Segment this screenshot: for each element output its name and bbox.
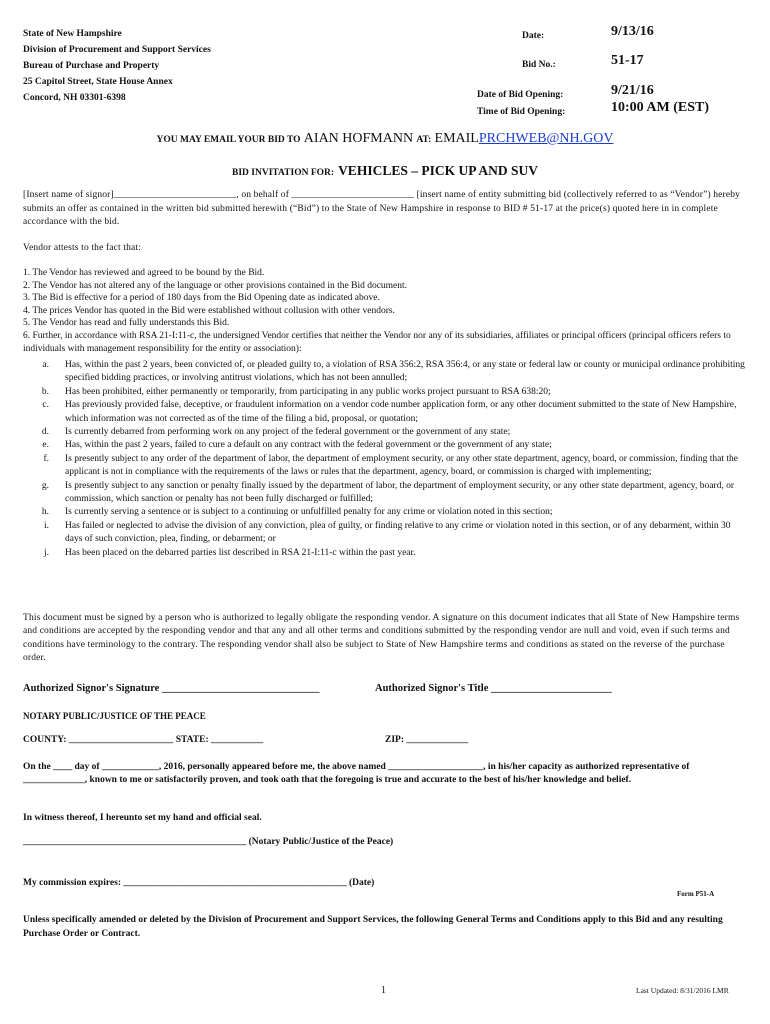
- sublist-item: [23, 480, 747, 507]
- email-at: AT:: [416, 135, 432, 145]
- commission-expires-field[interactable]: My commission expires: _______________________________________________ (Date): [23, 878, 375, 888]
- sublist-item: [23, 453, 747, 480]
- sublist-label: i.: [43, 520, 49, 531]
- email-label: EMAIL: [434, 131, 479, 146]
- sublist-item: [23, 547, 747, 560]
- opening-date-value: 9/21/16: [611, 83, 654, 98]
- sublist-text: Is currently serving a sentence or is subject to a continuing or unfulfilled penalty for any crime or violation noted in this section;: [65, 507, 553, 518]
- notary-signature-field[interactable]: _______________________________________________ (Notary Public/Justice of the Peace): [23, 837, 394, 847]
- sublist-label: a.: [42, 360, 49, 370]
- sublist-text: Is currently debarred from performing work on any project of the federal government or the government of any state;: [65, 427, 511, 438]
- sublist-item: [23, 399, 747, 426]
- invitation-prefix: BID INVITATION FOR:: [232, 168, 335, 178]
- closing-paragraph: This document must be signed by a person who is authorized to legally obligate the responding vendor. A signature on this document indicates that all State of New Hampshire terms and conditions are accepted by the responding vendor and that any and all other terms and conditions submitted by the responding vendor are null and void, even if such terms and conditions have terminology to the contrary. The responding vendor shall also be subject to State of New Hampshire terms and conditions as stated on the reverse of the purchase order.: [23, 613, 740, 664]
- list-item: 5. The Vendor has read and fully understands this Bid.: [23, 318, 230, 329]
- date-label: Date:: [522, 31, 545, 41]
- certification-sublist: [23, 359, 747, 560]
- sublist-text: Is presently subject to any sanction or penalty finally issued by the department of labor, the department of employment security, or any other state department, agency, board, or commission, which sanction or penalty has not been fully discharged or fulfilled;: [65, 480, 734, 505]
- last-updated: Last Updated: 8/31/2016 LMR: [636, 986, 729, 995]
- sublist-item: [23, 386, 747, 399]
- sublist-item: [23, 439, 747, 452]
- zip-field[interactable]: ZIP: _____________: [385, 735, 469, 745]
- sublist-label: j.: [43, 547, 49, 558]
- address-line: State of New Hampshire: [23, 29, 122, 39]
- county-state-field[interactable]: COUNTY: ______________________ STATE: ___________: [23, 735, 264, 745]
- email-prefix: YOU MAY EMAIL YOUR BID TO: [156, 135, 301, 145]
- sublist-text: Has, within the past 2 years, failed to cure a default on any contract with the federal government or the government of any state;: [65, 440, 552, 451]
- sublist-label: b.: [41, 386, 49, 397]
- opening-time-label: Time of Bid Opening:: [477, 107, 566, 117]
- witness-line: In witness thereof, I hereunto set my hand and official seal.: [23, 813, 262, 823]
- form-id: Form P51-A: [677, 890, 715, 898]
- agency-address: [23, 26, 323, 106]
- sublist-label: e.: [42, 440, 49, 451]
- signor-title-field[interactable]: Authorized Signor's Title _______________________: [375, 683, 612, 694]
- list-item: 2. The Vendor has not altered any of the language or other provisions contained in the Bid document.: [23, 280, 408, 291]
- sublist-text: Has been prohibited, either permanently or temporarily, from participating in any public works project pursuant to RSA 638:20;: [65, 386, 551, 397]
- address-line: Division of Procurement and Support Services: [23, 45, 211, 55]
- sublist-label: d.: [41, 427, 49, 438]
- sublist-item: [23, 359, 747, 386]
- opening-date-label: Date of Bid Opening:: [477, 90, 564, 100]
- list-item: 4. The prices Vendor has quoted in the Bid were established without collusion with other vendors.: [23, 305, 395, 316]
- address-line: Bureau of Purchase and Property: [23, 61, 160, 71]
- bid-invitation: [0, 162, 770, 180]
- sublist-label: g.: [41, 480, 49, 491]
- sublist-text: Has, within the past 2 years, been convicted of, or pleaded guilty to, a violation of RSA 356:2, RSA 356:4, or any state or federal law or county or municipal ordinance prohibiting specified bidding practices, or involving antitrust violations, which has not been annulled;: [65, 360, 745, 384]
- general-terms-note: Unless specifically amended or deleted by the Division of Procurement and Support Services, the following General Terms and Conditions apply to this Bid and any resulting Purchase Order or Contract.: [23, 915, 723, 939]
- date-value: 9/13/16: [611, 24, 654, 39]
- sublist-item: [23, 426, 747, 439]
- sublist-text: Has previously provided false, deceptive, or fraudulent information on a vendor code number application form, or any other document submitted to the state of New Hampshire, which information was not corrected as of the time of the filing a bid, proposal, or quotation;: [65, 400, 737, 424]
- list-item: 1. The Vendor has reviewed and agreed to be bound by the Bid.: [23, 268, 265, 278]
- sublist-label: c.: [42, 400, 49, 411]
- sublist-text: Has been placed on the debarred parties list described in RSA 21-I:11-c within the past year.: [65, 547, 416, 558]
- contact-name: AIAN HOFMANN: [303, 131, 414, 146]
- notary-statement: On the ____ day of ____________, 2016, personally appeared before me, the above named ____________________, in his/her capacity as authorized representative of _____________, known to me or satisfactorily proven, and took oath that the foregoing is true and accurate to the best of his/her knowledge and belief.: [23, 762, 690, 786]
- address-line: Concord, NH 03301-6398: [23, 93, 126, 103]
- sublist-text: Has failed or neglected to advise the division of any conviction, plea of guilty, or finding relative to any crime or violation noted in this section, or of any debarment, within 30 days of such conviction, plea, finding, or debarment; or: [65, 520, 731, 545]
- notary-heading: NOTARY PUBLIC/JUSTICE OF THE PEACE: [23, 711, 206, 721]
- sublist-item: [23, 506, 747, 519]
- sublist-item: [23, 520, 747, 547]
- list-item: 3. The Bid is effective for a period of 180 days from the Bid Opening date as indicated above.: [23, 293, 380, 304]
- bid-no-value: 51-17: [611, 53, 644, 68]
- sublist-label: f.: [43, 453, 49, 464]
- numbered-list: [23, 267, 747, 355]
- intro-paragraph: [Insert name of signor]_________________________, on behalf of _________________________ [insert name of entity submitting bid (collectively referred to as “Vendor”) hereby submits an offer as contained in the written bid submitted herewith (“Bid”) to the State of New Hampshire in response to BID # 51-17 at the price(s) quoted here in in complete accordance with the bid.: [23, 190, 741, 228]
- opening-time-value: 10:00 AM (EST): [611, 100, 709, 115]
- signor-signature-field[interactable]: Authorized Signor's Signature ______________________________: [23, 683, 320, 694]
- address-line: 25 Capitol Street, State House Annex: [23, 77, 173, 87]
- attests-line: Vendor attests to the fact that:: [23, 243, 141, 253]
- sublist-label: h.: [41, 507, 49, 518]
- page-number: 1: [381, 985, 386, 996]
- email-instruction: [0, 130, 770, 147]
- list-item: 6. Further, in accordance with RSA 21-I:11-c, the undersigned Vendor certifies that neither the Vendor nor any of its subsidiaries, affiliates or principal officers (principal officers refers to individuals with management responsibility for the entity or association):: [23, 330, 731, 354]
- sublist-text: Is presently subject to any order of the department of labor, the department of employment security, or any other state department, agency, board, or commission, finding that the applicant is not in compliance with the requirements of the laws or rules that the department, agency, board, or commission is charged with implementing;: [65, 453, 738, 478]
- bid-no-label: Bid No.:: [522, 60, 556, 70]
- email-link[interactable]: PRCHWEB@NH.GOV: [478, 131, 614, 146]
- invitation-title: VEHICLES – PICK UP AND SUV: [338, 163, 538, 178]
